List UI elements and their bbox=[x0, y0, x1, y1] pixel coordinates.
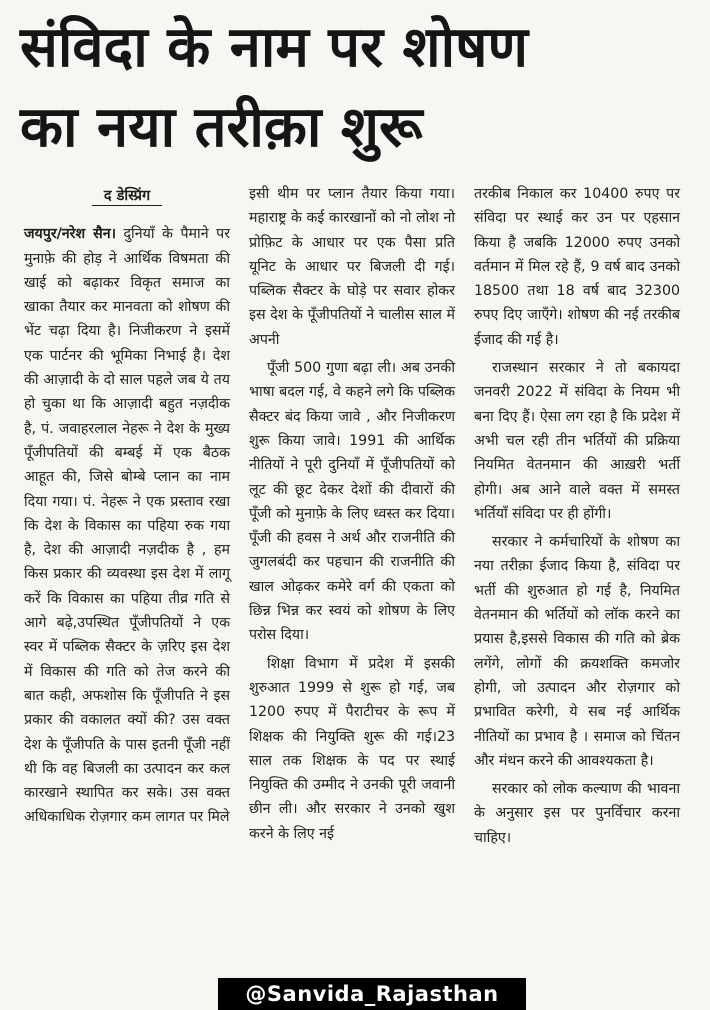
paragraph: सरकार ने कर्मचारियों के शोषण का नया तरीक़ा ईजाद किया है, संविदा पर भर्ती की शुरुआत हो गई है, नियमित वेतनमान की भर्तियों को लॉक करने का प्रयास है,इससे विकास की गति को ब्रेक लगेंगे, लोगों की क्रयशक्ति कमजोर होगी, जो उत्पादन और रोज़गार को प्रभावित करेगी, ये सब नई आर्थिक नीतियों का प्रभाव है । समाज को चिंतन और मंथन करने की आवश्यकता है। bbox=[474, 534, 680, 769]
headline-line-1: संविदा के नाम पर शोषण bbox=[20, 15, 528, 80]
byline: जयपुर/नरेश सैन। bbox=[24, 226, 116, 243]
watermark-label: @Sanvida_Rajasthan bbox=[218, 978, 526, 1010]
paragraph: इसी थीम पर प्लान तैयार किया गया। महाराष्ट्र के कई कारखानों को नो लोश नो प्रोफ़िट के आधार पर एक पैसा प्रति यूनिट के आधार पर बिजली दी गई।पब्लिक सैक्टर के घोड़े पर सवार होकर इस देश के पूँजीपतियों ने चालीस साल में अपनी bbox=[249, 186, 455, 348]
article-column-1 bbox=[24, 182, 230, 830]
paragraph bbox=[24, 222, 230, 829]
paragraph: राजस्थान सरकार ने तो बकायदा जनवरी 2022 में संविदा के नियम भी बना दिए हैं। ऐसा लग रहा है कि प्रदेश में अभी चल रही तीन भर्तियों की प्रक्रिया नियमित वेतनमान की आख़री भर्ती होगी। अब आने वाले वक्त में समस्त भर्तियाँ संविदा पर ही होंगी। bbox=[474, 360, 680, 522]
paragraph: सरकार को लोक कल्याण की भावना के अनुसार इस पर पुनर्विचार करना चाहिए। bbox=[474, 781, 680, 846]
paragraph: पूँजी 500 गुणा बढ़ा ली। अब उनकी भाषा बदल गई, वे कहने लगे कि पब्लिक सैक्टर बंद किया जावे , और निजीकरण शुरू किया जावे। 1991 की आर्थिक नीतियों ने पूरी दुनियाँ में पूँजीपतियों को लूट की छूट देकर देशों की दीवारों की पूँजी को मुनाफ़े के लिए ध्वस्त कर दिया। पूँजी की हवस ने अर्थ और राजनीति की जुगलबंदी कर पहचान की राजनीति की खाल ओढ़कर कमेरे वर्ग की एकता को छिन्न भिन्न कर स्वयं को शोषण के लिए परोस दिया। bbox=[249, 360, 455, 644]
headline-line-2: का नया तरीक़ा शुरू bbox=[20, 95, 423, 160]
credit-line: द डेस्प्रिंग bbox=[24, 184, 230, 208]
article-column-2 bbox=[249, 182, 455, 846]
article-column-3 bbox=[474, 182, 680, 850]
paragraph: शिक्षा विभाग में प्रदेश में इसकी शुरुआत 1999 से शुरू हो गई, जब 1200 रुपए में पैराटीचर के रूप में शिक्षक की नियुक्ति शुरू की गई।23 साल तक शिक्षक के पद पर स्थाई नियुक्ति की उम्मीद ने उनकी पूरी जवानी छीन ली। और सरकार ने उनको खुश करने के लिए नई bbox=[249, 655, 455, 842]
headline bbox=[20, 8, 700, 168]
paragraph: तरकीब निकाल कर 10400 रुपए पर संविदा पर स्थाई कर उन पर एहसान किया है जबकि 12000 रुपए उनको वर्तमान में मिल रहे हैं, 9 वर्ष बाद उनको 18500 तथा 18 वर्ष बाद 32300 रुपए दिए जाएँगे। शोषण की नई तरकीब ईजाद की गई है। bbox=[474, 186, 680, 348]
paragraph-text: दुनियाँ के पैमाने पर मुनाफ़े की होड़ ने आर्थिक विषमता की खाई को बढ़ाकर विकृत समाज का खाका तैयार कर मानवता को शोषण की भेंट चढ़ा दिया है। निजीकरण ने इसमें एक पार्टनर की भूमिका निभाई है। देश की आज़ादी के दो साल पहले जब ये तय हो चुका था कि आज़ादी बहुत नज़दीक है, पं. जवाहरलाल नेहरू ने देश के मुख्य पूँजीपतियों की बम्बई में एक बैठक आहूत की, जिसे बोम्बे प्लान का नाम दिया गया। पं. नेहरू ने एक प्रस्ताव रखा कि देश के विकास का पहिया रुक गया है, देश की आज़ादी नज़दीक है , हम किस प्रकार की व्यवस्था इस देश में लागू करें कि विकास का पहिया तीव्र गति से आगे बढ़े,उपस्थित पूँजीपतियों ने एक स्वर में पब्लिक सैक्टर के ज़रिए इस देश में विकास की गति को तेज करने की बात कही, अफशोस कि पूँजीपति ने इस प्रकार की वकालत क्यों की? उस वक्त देश के पूँजीपति के पास इतनी पूँजी नहीं थी कि वह बिजली का उत्पादन कर कल कारखाने स्थापित कर सके। उस वक्त अधिकाधिक रोज़गार कम लागत पर मिले bbox=[24, 226, 231, 826]
